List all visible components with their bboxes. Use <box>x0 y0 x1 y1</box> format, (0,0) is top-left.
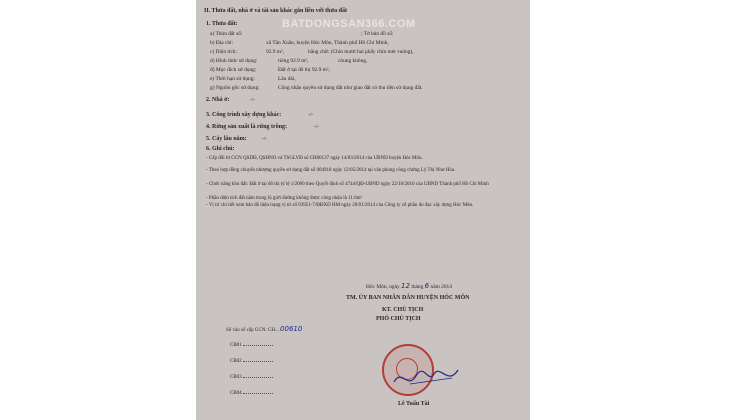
date-line <box>366 283 452 291</box>
purpose-label: đ) Mục đích sử dụng: <box>210 67 257 73</box>
watermark: BATDONGSAN366.COM <box>282 18 416 30</box>
section-4-value: -/- <box>314 124 320 130</box>
term-label: e) Thời hạn sử dụng: <box>210 76 255 82</box>
vice-chair: PHÓ CHỦ TỊCH <box>376 316 421 322</box>
section-3-title: 3. Công trình xây dựng khác: <box>206 112 282 118</box>
use-form-common: chung không, <box>338 58 368 64</box>
date-month: 6 <box>424 282 430 290</box>
section-1-title: 1. Thửa đất: <box>206 21 238 27</box>
registry-number: 00610 <box>280 325 303 333</box>
checker-label: CB01 <box>230 343 242 348</box>
section-5-value: -/- <box>262 136 268 142</box>
map-label: ; Tờ bản đồ số: <box>361 31 394 37</box>
signer-name: Lê Tuấn Tài <box>398 401 430 407</box>
date-month-label: tháng <box>411 284 424 290</box>
checker-2 <box>230 356 273 365</box>
origin-label: g) Nguồn gốc sử dụng: <box>210 85 260 91</box>
section-5-title: 5. Cây lâu năm: <box>206 136 247 142</box>
area-value: 92.9 m², <box>266 49 284 55</box>
registry-label: Số vào sổ cấp GCN: CH... <box>226 328 279 333</box>
registry-line <box>226 326 302 334</box>
note-4: - Phần diện tích đất nằm trong lộ giới đường không được công nhận là 11.6m² <box>206 196 363 201</box>
note-1: - Cấp đổi từ GCN QSDĐ, QSHNO và TSGLVĐ số CH00137 ngày 14/03/2014 của UBND huyện Hóc Môn. <box>206 156 423 161</box>
section-title: II. Thửa đất, nhà ở và tài sản khác gắn liền với thửa đất <box>204 8 347 14</box>
area-label: c) Diện tích: <box>210 49 237 55</box>
section-4-title: 4. Rừng sản xuất là rừng trồng: <box>206 124 288 130</box>
origin-value: Công nhận quyền sử dụng đất như giao đất có thu tiền sử dụng đất. <box>278 85 423 91</box>
note-3: - Chức năng khu đất: Đất ở tại đô thị tỷ lệ 1/2000 theo Quyết định số 4744/QĐ-UBND ngày 22/10/2010 của UBND Thành phố Hồ Chí Minh <box>206 182 489 187</box>
certificate-page <box>196 0 530 420</box>
term-value: Lâu dài, <box>278 76 296 82</box>
checker-label: CB04 <box>230 391 242 396</box>
purpose-value: Đất ở tại đô thị 92.9 m², <box>278 67 330 73</box>
parcel-label: a) Thửa đất số: <box>210 31 243 37</box>
date-prefix: Hóc Môn, ngày <box>366 284 400 290</box>
area-words: bằng chữ: (Chín mươi hai phẩy chín mét vuông), <box>308 49 414 55</box>
address-value: xã Tân Xuân, huyện Hóc Môn, Thành phố Hồ Chí Minh, <box>266 40 389 46</box>
section-6-title: 6. Ghi chú: <box>206 146 235 152</box>
note-2: - Theo hợp đồng chuyển nhượng quyền sử dụng đất số 004918 ngày 12/05/2014 tại văn phòng công chứng Lý Thị Như Hòa. <box>206 168 456 173</box>
address-label: b) Địa chỉ: <box>210 40 234 46</box>
note-5: - Vị trí chi tiết xem bản đồ hiện trạng vị trí số 03951-7/ĐĐXD HM ngày 20/01/2014 của Công ty cổ phần đo đạc xây dựng Hóc Môn. <box>206 203 474 208</box>
use-form-private: riêng 92.9 m², <box>278 58 309 64</box>
kt-chair: KT. CHỦ TỊCH <box>382 307 424 313</box>
checker-3 <box>230 372 273 381</box>
authority: TM. ỦY BAN NHÂN DÂN HUYỆN HÓC MÔN <box>346 295 470 301</box>
section-2-value: -/- <box>250 97 256 103</box>
use-form-label: d) Hình thức sử dụng: <box>210 58 258 64</box>
date-day: 12 <box>401 282 410 290</box>
checker-1 <box>230 340 273 349</box>
signature <box>392 364 462 390</box>
section-3-value: -/- <box>308 112 314 118</box>
checker-4 <box>230 388 273 397</box>
checker-label: CB03 <box>230 375 242 380</box>
section-2-title: 2. Nhà ở: <box>206 97 230 103</box>
checker-label: CB02 <box>230 359 242 364</box>
date-year: năm 2014 <box>430 284 452 290</box>
